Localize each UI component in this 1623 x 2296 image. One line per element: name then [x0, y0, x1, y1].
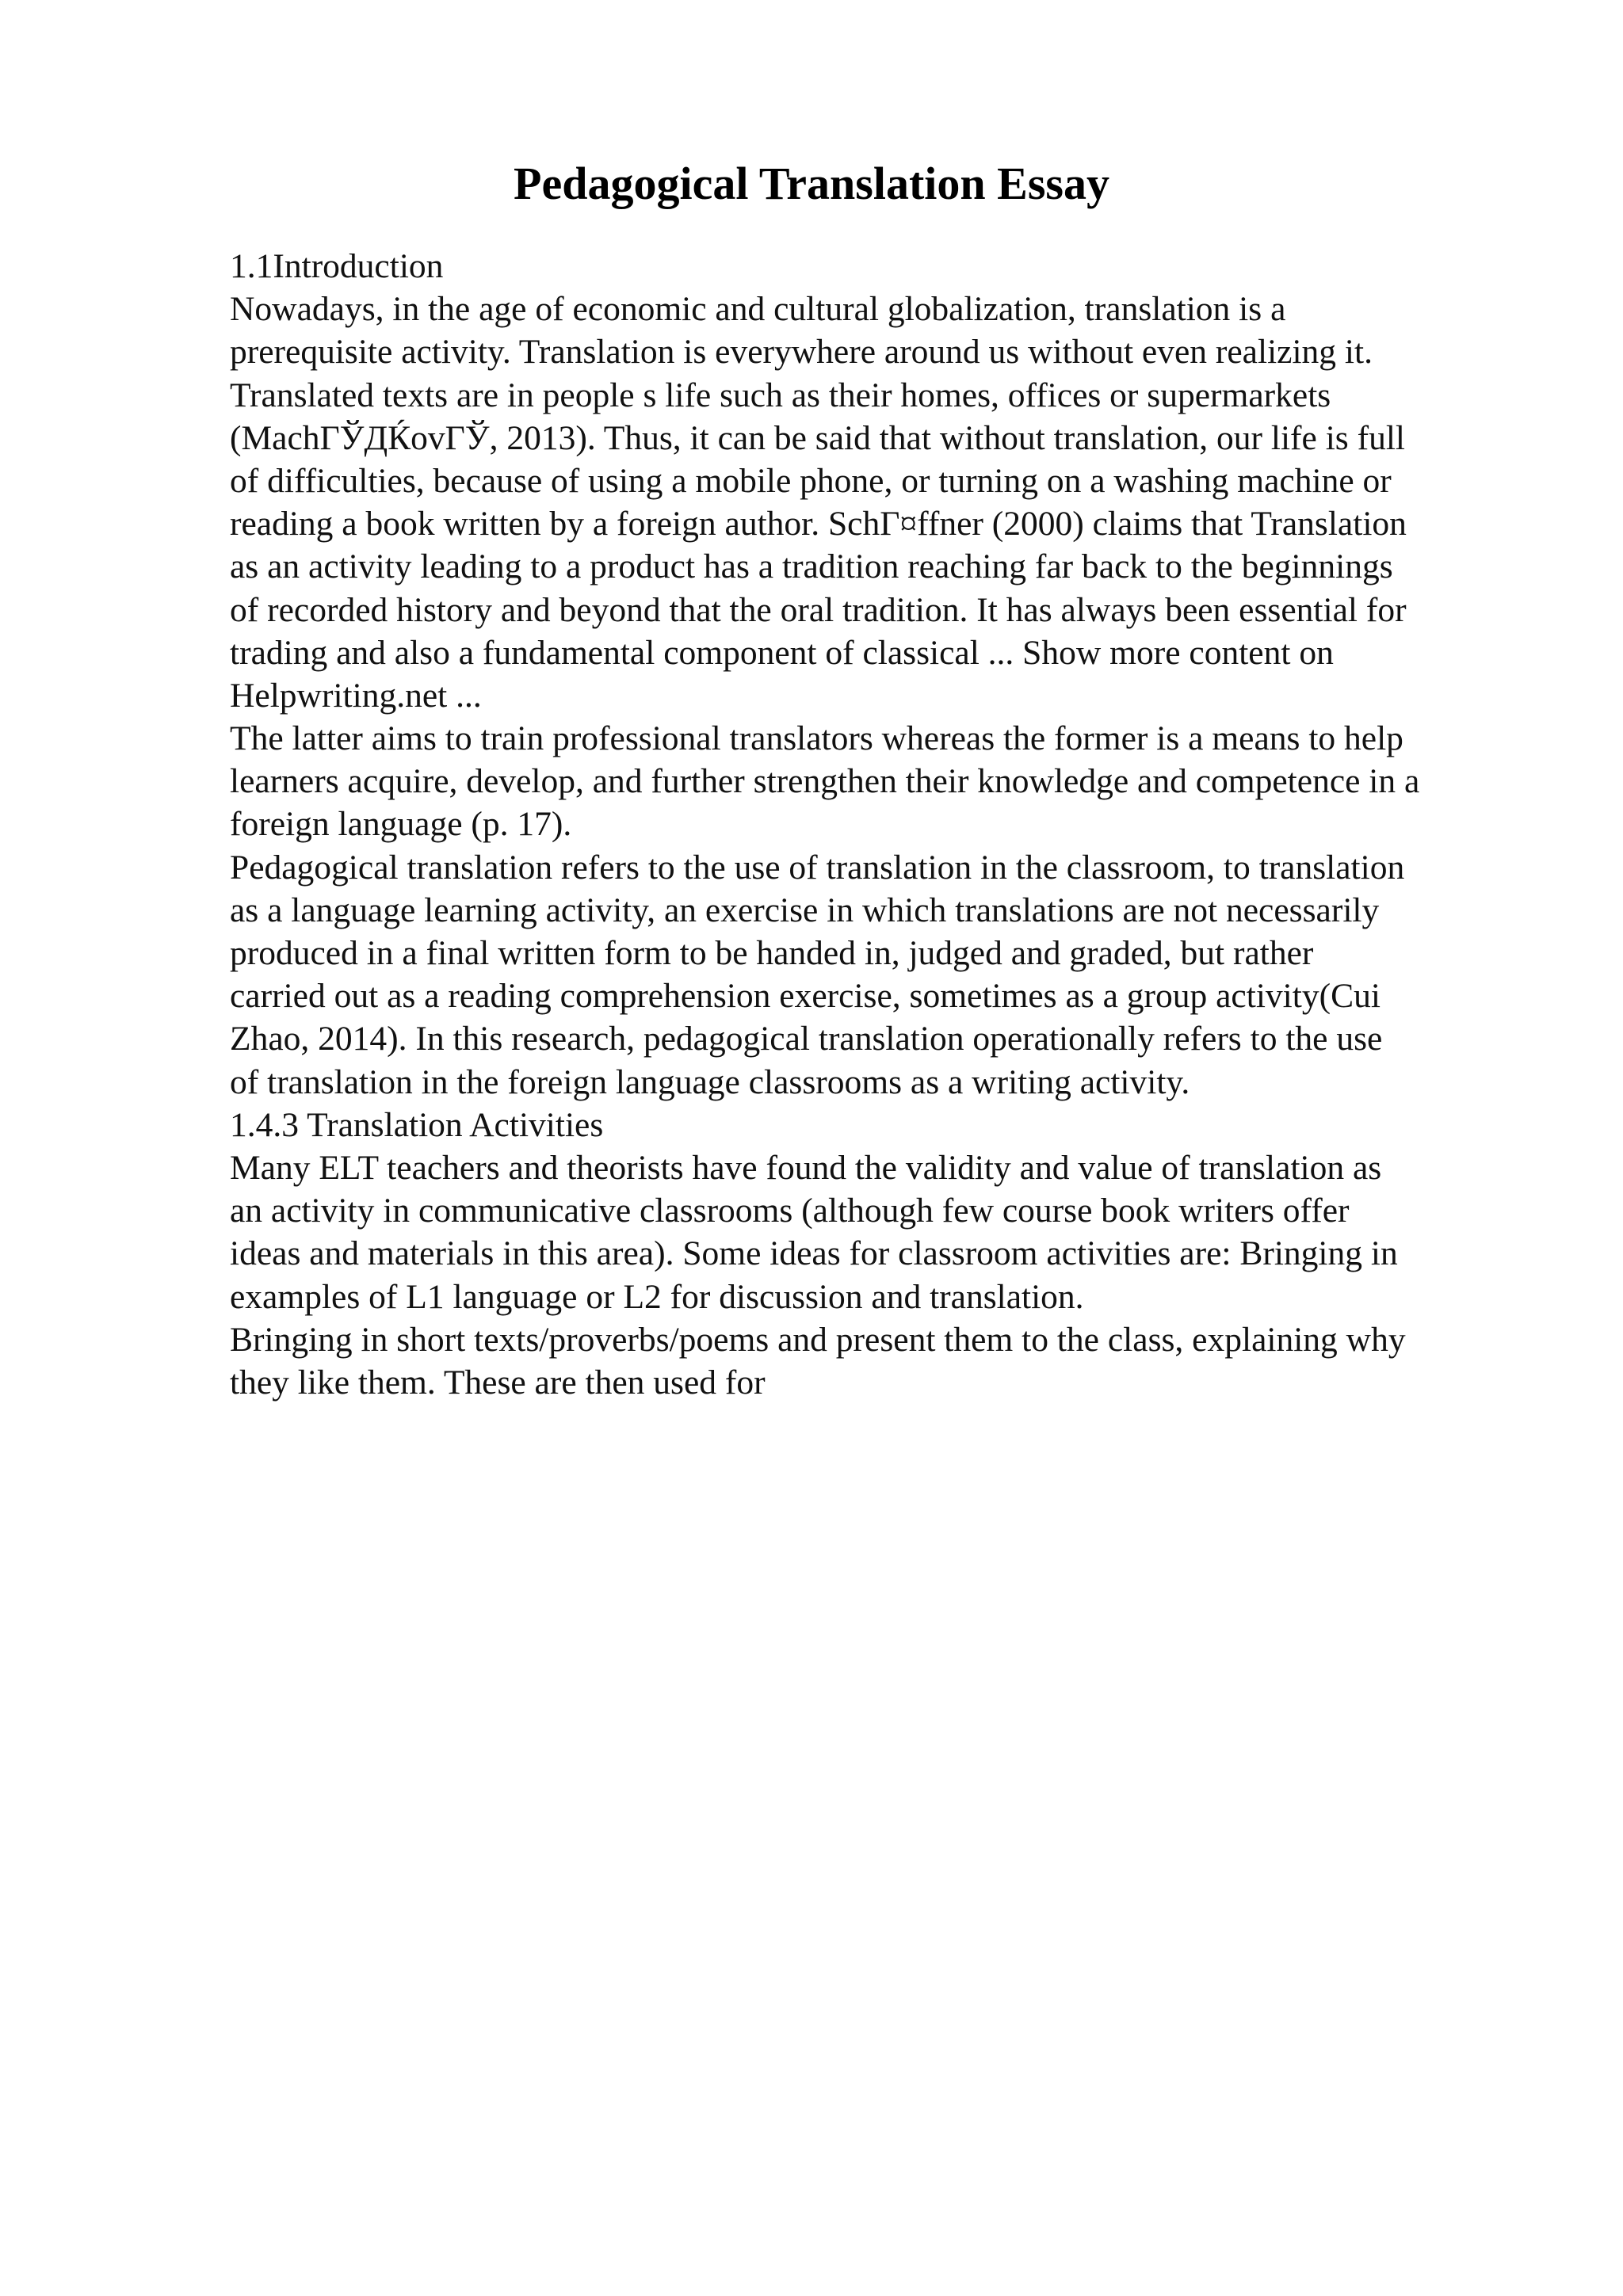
section-heading-translation-activities: 1.4.3 Translation Activities — [230, 1105, 604, 1144]
text-line: learners acquire, develop, and further strengthen their knowledge and competence in a — [230, 762, 1420, 801]
text-line: (MachГЎДЌovГЎ, 2013). Thus, it can be said that without translation, our life is full — [230, 418, 1405, 457]
text-line: as a language learning activity, an exercise in which translations are not necessarily — [230, 891, 1380, 929]
section-heading-introduction: 1.1Introduction — [230, 247, 444, 285]
text-line: Nowadays, in the age of economic and cultural globalization, translation is a — [230, 290, 1286, 329]
text-line: as an activity leading to a product has a tradition reaching far back to the beginnings — [230, 547, 1393, 586]
text-line: an activity in communicative classrooms (although few course book writers offer — [230, 1192, 1350, 1230]
text-line: Many ELT teachers and theorists have found the validity and value of translation as — [230, 1148, 1382, 1187]
text-line: Bringing in short texts/proverbs/poems and present them to the class, explaining why — [230, 1320, 1406, 1359]
text-line: they like them. These are then used for — [230, 1363, 766, 1402]
text-line: produced in a final written form to be handed in, judged and graded, but rather — [230, 934, 1314, 972]
text-line: foreign language (p. 17). — [230, 805, 572, 844]
text-line: ideas and materials in this area). Some ideas for classroom activities are: Bringing in — [230, 1234, 1398, 1273]
text-line: of difficulties, because of using a mobile phone, or turning on a washing machine or — [230, 461, 1392, 500]
text-line: Pedagogical translation refers to the use of translation in the classroom, to translation — [230, 848, 1405, 887]
text-line: reading a book written by a foreign author. SchГ¤ffner (2000) claims that Translation — [230, 505, 1407, 543]
text-line: Helpwriting.net ... — [230, 676, 482, 715]
text-line: examples of L1 language or L2 for discussion and translation. — [230, 1277, 1084, 1316]
document-title: Pedagogical Translation Essay — [514, 158, 1109, 209]
text-line: trading and also a fundamental component of classical ... Show more content on — [230, 633, 1334, 672]
document-body — [230, 245, 1593, 1404]
text-line: carried out as a reading comprehension exercise, sometimes as a group activity(Cui — [230, 977, 1381, 1016]
text-line: Translated texts are in people s life such as their homes, offices or supermarkets — [230, 376, 1331, 414]
text-line: of translation in the foreign language classrooms as a writing activity. — [230, 1062, 1190, 1101]
text-line: Zhao, 2014). In this research, pedagogical translation operationally refers to the use — [230, 1020, 1383, 1058]
text-line: of recorded history and beyond that the oral tradition. It has always been essential for — [230, 590, 1407, 629]
text-line: prerequisite activity. Translation is everywhere around us without even realizing it. — [230, 333, 1373, 372]
text-line: The latter aims to train professional translators whereas the former is a means to help — [230, 719, 1403, 758]
